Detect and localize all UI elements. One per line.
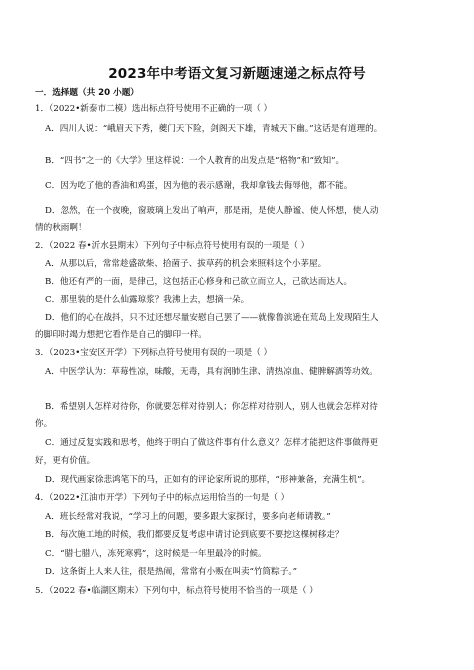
q2-stem: 2．（2022 春•沂水县期末）下列句子中标点符号使用有误的一项是（ ） xyxy=(35,241,310,251)
q4-option-a: A．班长经常对我说，“学习上的问题，要多跟大家探讨，要多向老师请教。” xyxy=(45,512,331,522)
q4-option-c: C．“腊七腊八，冻死寒鸦”，这时候是一年里最冷的时候。 xyxy=(45,549,267,559)
section-heading: 一．选择题（共 20 小题） xyxy=(35,88,139,98)
q2-option-c: C．那里装的是什么仙露琼浆？我沸上去，想摘一朵。 xyxy=(45,295,250,305)
q1-option-d: D．忽然，在一个夜晚，窗玻璃上发出了响声，那是雨，是使人静谧、使人怀想，使人动 xyxy=(45,206,379,216)
q4-option-d: D．这条街上人来人往，很是热闹，常常有小贩在叫卖“竹筒粽子。” xyxy=(45,567,298,577)
q1-option-b: B．“四书”之一的《大学》里这样说：一个人教育的出发点是“格物”和“致知”。 xyxy=(45,156,345,166)
q3-stem: 3．（2023•宝安区开学）下列标点符号使用有误的一项是（ ） xyxy=(35,348,273,358)
q1-option-a: A．四川人说：“峨眉天下秀，夔门天下险，剑阁天下雄，青城天下幽。”这话是有道理的。 xyxy=(45,124,383,134)
q3-option-b-cont: 你。 xyxy=(35,419,53,429)
q4-stem: 4．（2022•江油市开学）下列句子中的标点运用恰当的一句是（ ） xyxy=(35,493,290,503)
q4-option-b: B．每次施工地的时候，我们都要反复考虑申请讨论到底要不要挖这棵树移走？ xyxy=(45,530,344,540)
q3-option-c-cont: 好，更有价值。 xyxy=(35,456,96,466)
q2-option-a: A．从那以后，常常趁盛欲柴、拾菌子、拔草药的机会来照料这个小茅屋。 xyxy=(45,259,327,269)
q3-option-b: B．希望别人怎样对待你，你就要怎样对待别人；你怎样对待别人，别人也就会怎样对待 xyxy=(45,402,378,412)
q2-option-d-cont: 的脚印时竭力想把它看作是自己的脚印一样。 xyxy=(35,330,207,340)
q3-option-c: C．通过反复实践和思考，他终于明白了做这件事有什么意义？怎样才能把这件事做得更 xyxy=(45,438,379,448)
q1-option-d-cont: 情的秋雨啊！ xyxy=(35,223,87,233)
q3-option-d: D．现代画家徐悲鸿笔下的马，正如有的评论家所说的那样，“形神兼备，充满生机”。 xyxy=(45,475,371,485)
q3-option-a: A．中医学认为：草莓性凉，味酸，无毒，具有润肺生津、清热凉血、健脾解酒等功效。 xyxy=(45,367,378,377)
q1-option-c: C．因为吃了他的香油和鸡蛋，因为他的表示感谢，我却拿钱去侮辱他，都不能。 xyxy=(45,181,353,191)
page-title: 2023年中考语文复习新题速递之标点符号 xyxy=(108,66,366,82)
q2-option-d: D．他们的心在战抖，只不过还想尽量安慰自己罢了——就像鲁滨逊在荒岛上发现陌生人 xyxy=(45,313,379,323)
q1-stem: 1．（2022•新泰市二模）选出标点符号使用不正确的一项（ ） xyxy=(35,104,273,114)
q5-stem: 5．（2022 春•临湖区期末）下列句中，标点符号使用不恰当的一项是（ ） xyxy=(35,586,318,596)
q2-option-b: B．他还有严的一面，是律己，这包括正心修身和己欲立而立人，己欲达而达人。 xyxy=(45,277,353,287)
